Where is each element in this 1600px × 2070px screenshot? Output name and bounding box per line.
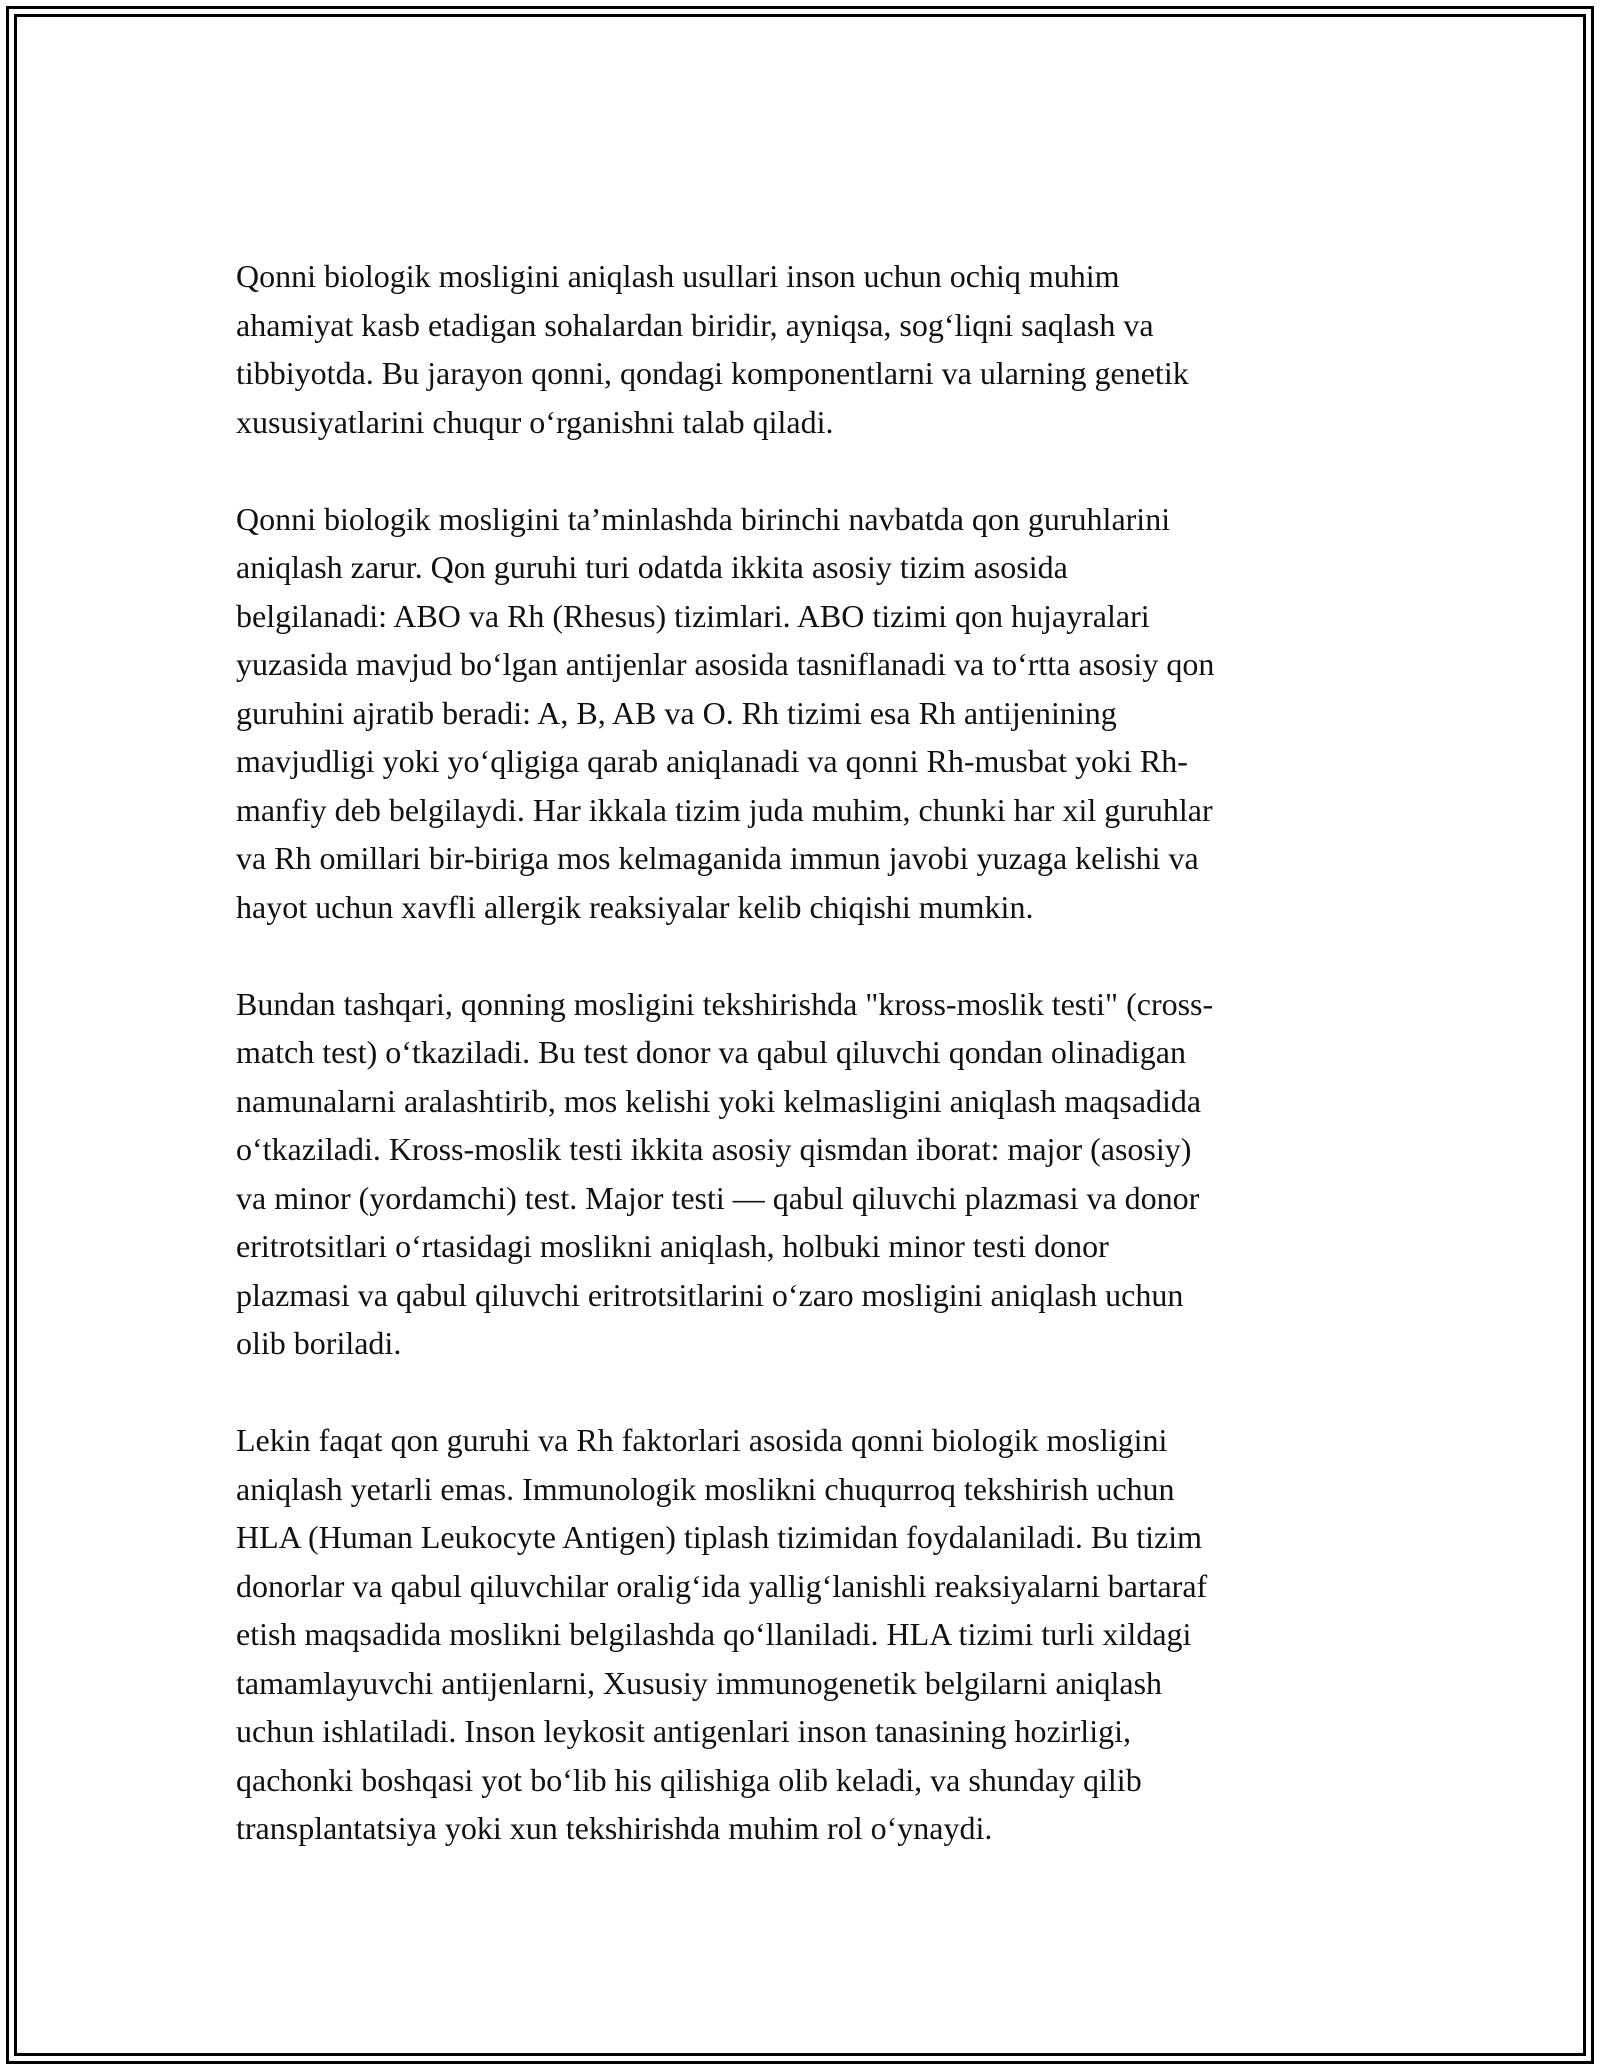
text-line: Qonni biologik mosligini aniqlash usullari inson uchun ochiq muhim bbox=[236, 258, 1120, 294]
text-line: Bundan tashqari, qonning mosligini tekshirishda "kross-moslik testi" (cross- bbox=[236, 985, 1214, 1022]
text-line: plazmasi va qabul qiluvchi eritrotsitlarini o‘zaro mosligini aniqlash uchun bbox=[236, 1276, 1184, 1313]
paragraph-2 bbox=[236, 495, 1366, 932]
text-line: xususiyatlarini chuqur o‘rganishni talab qiladi. bbox=[236, 403, 834, 440]
text-line: eritrotsitlari o‘rtasidagi moslikni aniqlash, holbuki minor testi donor bbox=[236, 1228, 1109, 1264]
paragraph-4 bbox=[236, 1416, 1366, 1853]
text-line: belgilanadi: ABO va Rh (Rhesus) tizimlari. ABO tizimi qon hujayralari bbox=[236, 597, 1150, 634]
text-line: uchun ishlatiladi. Inson leykosit antigenlari inson tanasining hozirligi, bbox=[236, 1713, 1131, 1749]
text-line: namunalarni aralashtirib, mos kelishi yoki kelmasligini aniqlash maqsadida bbox=[236, 1082, 1202, 1119]
text-line: hayot uchun xavfli allergik reaksiyalar kelib chiqishi mumkin. bbox=[236, 888, 1034, 925]
text-line: ahamiyat kasb etadigan sohalardan biridir, ayniqsa, sog‘liqni saqlash va bbox=[236, 306, 1154, 343]
document-body bbox=[236, 252, 1366, 1901]
text-line: olib boriladi. bbox=[236, 1325, 402, 1361]
text-line: aniqlash zarur. Qon guruhi turi odatda ikkita asosiy tizim asosida bbox=[236, 549, 1068, 585]
paragraph-3 bbox=[236, 980, 1366, 1368]
text-line: tibbiyotda. Bu jarayon qonni, qondagi komponentlarni va ularning genetik bbox=[236, 355, 1189, 391]
text-line: va Rh omillari bir-biriga mos kelmaganida immun javobi yuzaga kelishi va bbox=[236, 840, 1199, 876]
text-line: donorlar va qabul qiluvchilar oralig‘ida yallig‘lanishli reaksiyalarni bartaraf bbox=[236, 1567, 1208, 1604]
text-line: tamamlayuvchi antijenlarni, Xususiy immunogenetik belgilarni aniqlash bbox=[236, 1664, 1163, 1701]
paragraph-1 bbox=[236, 252, 1366, 446]
text-line: qachonki boshqasi yot bo‘lib his qilishiga olib keladi, va shunday qilib bbox=[236, 1761, 1142, 1798]
text-line: mavjudligi yoki yo‘qligiga qarab aniqlanadi va qonni Rh-musbat yoki Rh- bbox=[236, 743, 1188, 779]
text-line: o‘tkaziladi. Kross-moslik testi ikkita asosiy qismdan iborat: major (asosiy) bbox=[236, 1131, 1192, 1167]
text-line: Qonni biologik mosligini ta’minlashda birinchi navbatda qon guruhlarini bbox=[236, 500, 1171, 537]
text-line: transplantatsiya yoki xun tekshirishda muhim rol o‘ynaydi. bbox=[236, 1810, 993, 1846]
text-line: yuzasida mavjud bo‘lgan antijenlar asosida tasniflanadi va to‘rtta asosiy qon bbox=[236, 646, 1215, 682]
text-line: Lekin faqat qon guruhi va Rh faktorlari asosida qonni biologik mosligini bbox=[236, 1422, 1168, 1458]
text-line: manfiy deb belgilaydi. Har ikkala tizim juda muhim, chunki har xil guruhlar bbox=[236, 791, 1213, 828]
text-line: match test) o‘tkaziladi. Bu test donor va qabul qiluvchi qondan olinadigan bbox=[236, 1034, 1186, 1070]
text-line: HLA (Human Leukocyte Antigen) tiplash tizimidan foydalaniladi. Bu tizim bbox=[236, 1519, 1203, 1555]
text-line: va minor (yordamchi) test. Major testi — qabul qiluvchi plazmasi va donor bbox=[236, 1179, 1200, 1216]
text-line: aniqlash yetarli emas. Immunologik moslikni chuqurroq tekshirish uchun bbox=[236, 1470, 1175, 1507]
text-line: etish maqsadida moslikni belgilashda qo‘llaniladi. HLA tizimi turli xildagi bbox=[236, 1616, 1192, 1652]
text-line: guruhini ajratib beradi: A, B, AB va O. Rh tizimi esa Rh antijenining bbox=[236, 694, 1117, 731]
